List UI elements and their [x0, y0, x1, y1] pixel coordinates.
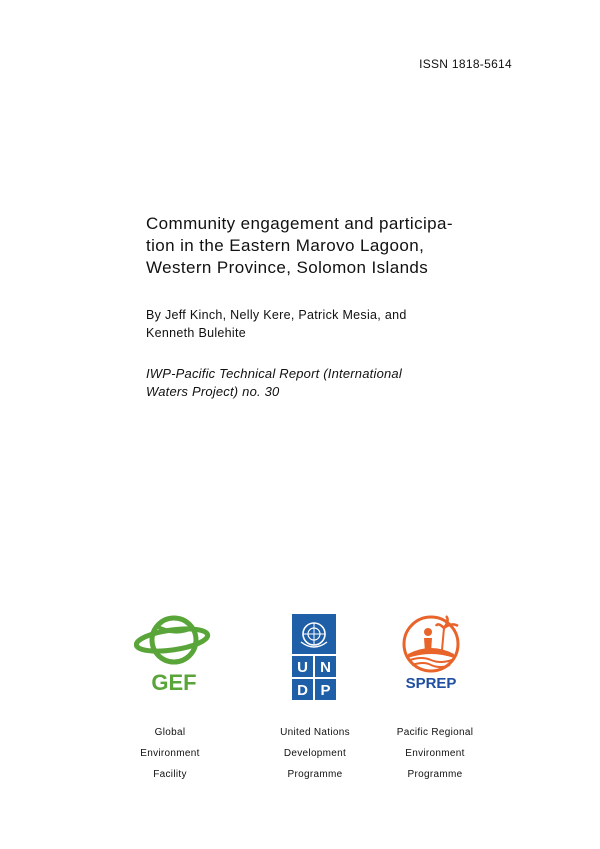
sprep-logo [394, 612, 468, 692]
caption-line: United Nations [280, 727, 350, 738]
title-line: Western Province, Solomon Islands [146, 258, 429, 277]
gef-caption [110, 722, 230, 785]
undp-caption [255, 722, 375, 785]
sprep-caption [375, 722, 495, 785]
undp-letter: D [297, 682, 308, 699]
caption-line: Environment [140, 748, 200, 759]
caption-line: Environment [405, 748, 465, 759]
gef-logo-text: GEF [151, 670, 197, 695]
document-title [146, 213, 486, 279]
title-line: tion in the Eastern Marovo Lagoon, [146, 236, 425, 255]
caption-line: Programme [287, 769, 343, 780]
caption-line: Programme [407, 769, 463, 780]
series-line: Waters Project) no. 30 [146, 384, 280, 399]
caption-line: Development [283, 748, 347, 759]
caption-line: Pacific Regional [396, 727, 474, 738]
authors [146, 306, 466, 342]
title-line: Community engagement and participa- [146, 214, 453, 233]
undp-letter: P [320, 682, 331, 699]
report-series [146, 365, 466, 401]
issn-number: ISSN 1818-5614 [419, 57, 512, 71]
caption-line: Global [154, 727, 186, 738]
caption-line: Facility [153, 769, 187, 780]
sprep-logo-text: SPREP [405, 675, 457, 692]
author-line: By Jeff Kinch, Nelly Kere, Patrick Mesia, and [146, 308, 407, 322]
gef-logo [134, 610, 214, 698]
undp-letter: N [320, 659, 331, 676]
author-line: Kenneth Bulehite [146, 326, 247, 340]
series-line: IWP-Pacific Technical Report (International [146, 366, 402, 381]
undp-logo [292, 614, 336, 700]
undp-letter: U [297, 659, 308, 676]
